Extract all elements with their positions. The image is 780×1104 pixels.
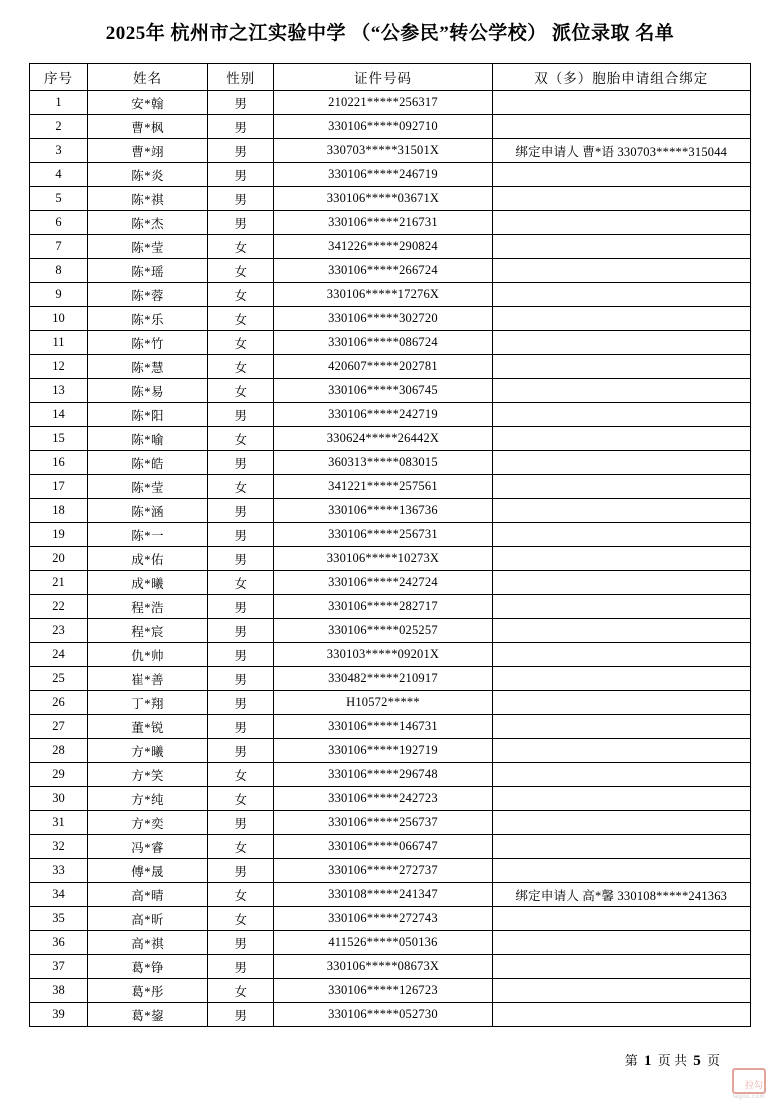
cell-id-number: 330106*****242723 <box>274 787 492 811</box>
cell-name: 方*奕 <box>88 811 208 835</box>
cell-index: 10 <box>30 307 88 331</box>
cell-sex: 男 <box>208 499 274 523</box>
table-row <box>30 379 751 403</box>
cell-id-number: 330106*****246719 <box>274 163 492 187</box>
cell-name: 葛*彤 <box>88 979 208 1003</box>
cell-index: 24 <box>30 643 88 667</box>
cell-index: 21 <box>30 571 88 595</box>
cell-index: 31 <box>30 811 88 835</box>
cell-twin-binding <box>492 235 750 259</box>
footer-total-pages: 5 <box>693 1053 701 1069</box>
table-row <box>30 235 751 259</box>
table-row <box>30 811 751 835</box>
cell-index: 18 <box>30 499 88 523</box>
cell-index: 6 <box>30 211 88 235</box>
cell-id-number: 341221*****257561 <box>274 475 492 499</box>
cell-name: 陈*祺 <box>88 187 208 211</box>
table-row <box>30 955 751 979</box>
cell-sex: 男 <box>208 91 274 115</box>
cell-id-number: 330106*****126723 <box>274 979 492 1003</box>
cell-name: 丁*翔 <box>88 691 208 715</box>
column-header-name: 姓名 <box>88 64 208 91</box>
table-row <box>30 787 751 811</box>
cell-sex: 男 <box>208 523 274 547</box>
table-row <box>30 667 751 691</box>
cell-index: 20 <box>30 547 88 571</box>
cell-index: 19 <box>30 523 88 547</box>
cell-index: 36 <box>30 931 88 955</box>
cell-id-number: 330106*****03671X <box>274 187 492 211</box>
cell-id-number: 330106*****092710 <box>274 115 492 139</box>
table-row <box>30 451 751 475</box>
cell-twin-binding <box>492 763 750 787</box>
cell-twin-binding <box>492 907 750 931</box>
table-row <box>30 523 751 547</box>
cell-name: 陈*杰 <box>88 211 208 235</box>
cell-name: 陈*皓 <box>88 451 208 475</box>
cell-sex: 女 <box>208 571 274 595</box>
cell-twin-binding <box>492 1003 750 1027</box>
cell-index: 39 <box>30 1003 88 1027</box>
cell-index: 34 <box>30 883 88 907</box>
cell-sex: 男 <box>208 403 274 427</box>
cell-index: 23 <box>30 619 88 643</box>
cell-index: 27 <box>30 715 88 739</box>
table-row <box>30 307 751 331</box>
table-row <box>30 403 751 427</box>
cell-sex: 男 <box>208 211 274 235</box>
cell-sex: 男 <box>208 115 274 139</box>
cell-name: 傅*晟 <box>88 859 208 883</box>
cell-twin-binding <box>492 931 750 955</box>
cell-id-number: 330703*****31501X <box>274 139 492 163</box>
table-row <box>30 283 751 307</box>
cell-twin-binding <box>492 211 750 235</box>
cell-index: 30 <box>30 787 88 811</box>
cell-name: 冯*睿 <box>88 835 208 859</box>
cell-sex: 女 <box>208 331 274 355</box>
cell-index: 17 <box>30 475 88 499</box>
cell-index: 33 <box>30 859 88 883</box>
table-row <box>30 691 751 715</box>
cell-twin-binding <box>492 787 750 811</box>
cell-sex: 女 <box>208 475 274 499</box>
cell-id-number: 330106*****086724 <box>274 331 492 355</box>
cell-name: 崔*善 <box>88 667 208 691</box>
cell-sex: 男 <box>208 163 274 187</box>
cell-index: 15 <box>30 427 88 451</box>
table-row <box>30 571 751 595</box>
cell-id-number: 330106*****282717 <box>274 595 492 619</box>
cell-sex: 女 <box>208 835 274 859</box>
cell-name: 高*昕 <box>88 907 208 931</box>
cell-name: 仇*帅 <box>88 643 208 667</box>
cell-id-number: 420607*****202781 <box>274 355 492 379</box>
cell-sex: 男 <box>208 451 274 475</box>
footer-prefix: 第 <box>624 1053 638 1068</box>
table-row <box>30 643 751 667</box>
cell-sex: 女 <box>208 883 274 907</box>
cell-id-number: 330106*****266724 <box>274 259 492 283</box>
table-row <box>30 595 751 619</box>
cell-name: 陈*莹 <box>88 475 208 499</box>
table-row <box>30 187 751 211</box>
page-title: 2025年 杭州市之江实验中学 （“公参民”转公学校） 派位录取 名单 <box>105 23 675 44</box>
cell-name: 方*纯 <box>88 787 208 811</box>
column-header-sex: 性别 <box>208 64 274 91</box>
cell-id-number: 330106*****242719 <box>274 403 492 427</box>
cell-twin-binding <box>492 595 750 619</box>
cell-name: 高*晴 <box>88 883 208 907</box>
cell-twin-binding <box>492 331 750 355</box>
table-row <box>30 931 751 955</box>
table-row <box>30 739 751 763</box>
cell-index: 2 <box>30 115 88 139</box>
cell-index: 26 <box>30 691 88 715</box>
cell-sex: 男 <box>208 859 274 883</box>
table-row <box>30 883 751 907</box>
table-row <box>30 979 751 1003</box>
table-row <box>30 115 751 139</box>
watermark-label: 拉勾 <box>744 1080 763 1090</box>
cell-index: 37 <box>30 955 88 979</box>
cell-index: 5 <box>30 187 88 211</box>
cell-index: 16 <box>30 451 88 475</box>
cell-sex: 女 <box>208 379 274 403</box>
column-header-index: 序号 <box>30 64 88 91</box>
cell-name: 陈*炎 <box>88 163 208 187</box>
table-row <box>30 427 751 451</box>
footer-middle: 页 共 <box>657 1053 687 1068</box>
cell-index: 35 <box>30 907 88 931</box>
table-row <box>30 907 751 931</box>
cell-name: 陈*阳 <box>88 403 208 427</box>
cell-id-number: 330106*****066747 <box>274 835 492 859</box>
cell-index: 9 <box>30 283 88 307</box>
cell-id-number: 330108*****241347 <box>274 883 492 907</box>
cell-id-number: 360313*****083015 <box>274 451 492 475</box>
cell-twin-binding <box>492 115 750 139</box>
cell-index: 12 <box>30 355 88 379</box>
cell-id-number: 341226*****290824 <box>274 235 492 259</box>
cell-id-number: 330106*****296748 <box>274 763 492 787</box>
cell-twin-binding <box>492 379 750 403</box>
table-row <box>30 835 751 859</box>
cell-sex: 男 <box>208 187 274 211</box>
cell-sex: 女 <box>208 235 274 259</box>
cell-name: 葛*铮 <box>88 955 208 979</box>
cell-id-number: 411526*****050136 <box>274 931 492 955</box>
cell-sex: 女 <box>208 355 274 379</box>
cell-twin-binding <box>492 475 750 499</box>
cell-twin-binding <box>492 403 750 427</box>
cell-name: 陈*一 <box>88 523 208 547</box>
cell-id-number: 330106*****025257 <box>274 619 492 643</box>
cell-twin-binding <box>492 259 750 283</box>
cell-name: 董*锐 <box>88 715 208 739</box>
cell-index: 11 <box>30 331 88 355</box>
table-header-row <box>30 64 751 91</box>
table-row <box>30 331 751 355</box>
cell-id-number: 330106*****10273X <box>274 547 492 571</box>
cell-id-number: 330106*****272737 <box>274 859 492 883</box>
footer-suffix: 页 <box>706 1053 720 1068</box>
cell-sex: 女 <box>208 427 274 451</box>
cell-sex: 男 <box>208 1003 274 1027</box>
cell-name: 程*宸 <box>88 619 208 643</box>
cell-id-number: 330106*****216731 <box>274 211 492 235</box>
cell-index: 3 <box>30 139 88 163</box>
cell-twin-binding <box>492 499 750 523</box>
cell-twin-binding <box>492 283 750 307</box>
cell-index: 7 <box>30 235 88 259</box>
table-row <box>30 139 751 163</box>
cell-id-number: 330106*****052730 <box>274 1003 492 1027</box>
cell-twin-binding <box>492 547 750 571</box>
table-row <box>30 763 751 787</box>
cell-twin-binding <box>492 571 750 595</box>
cell-twin-binding: 绑定申请人 高*馨 330108*****241363 <box>492 883 750 907</box>
cell-twin-binding <box>492 955 750 979</box>
cell-index: 38 <box>30 979 88 1003</box>
cell-twin-binding <box>492 691 750 715</box>
cell-twin-binding <box>492 427 750 451</box>
cell-twin-binding <box>492 811 750 835</box>
table-row <box>30 715 751 739</box>
cell-sex: 女 <box>208 907 274 931</box>
cell-name: 方*曦 <box>88 739 208 763</box>
cell-id-number: H10572***** <box>274 691 492 715</box>
cell-sex: 女 <box>208 307 274 331</box>
cell-sex: 男 <box>208 931 274 955</box>
cell-index: 14 <box>30 403 88 427</box>
cell-id-number: 330106*****17276X <box>274 283 492 307</box>
cell-index: 8 <box>30 259 88 283</box>
footer-page-number: 1 <box>643 1053 652 1069</box>
roster-table <box>29 63 751 1027</box>
cell-sex: 女 <box>208 763 274 787</box>
column-header-binding: 双（多）胞胎申请组合绑定 <box>492 64 750 91</box>
cell-twin-binding <box>492 91 750 115</box>
table-row <box>30 163 751 187</box>
cell-id-number: 330106*****272743 <box>274 907 492 931</box>
table-row <box>30 91 751 115</box>
cell-twin-binding <box>492 523 750 547</box>
table-row <box>30 475 751 499</box>
cell-sex: 女 <box>208 259 274 283</box>
cell-name: 陈*乐 <box>88 307 208 331</box>
cell-index: 25 <box>30 667 88 691</box>
cell-id-number: 330106*****08673X <box>274 955 492 979</box>
cell-twin-binding <box>492 667 750 691</box>
watermark <box>714 1054 766 1100</box>
table-header <box>30 64 751 91</box>
cell-name: 陈*竹 <box>88 331 208 355</box>
cell-name: 陈*喻 <box>88 427 208 451</box>
cell-name: 成*曦 <box>88 571 208 595</box>
cell-sex: 男 <box>208 619 274 643</box>
cell-name: 葛*鋆 <box>88 1003 208 1027</box>
cell-name: 陈*莹 <box>88 235 208 259</box>
cell-index: 22 <box>30 595 88 619</box>
cell-twin-binding <box>492 307 750 331</box>
table-row <box>30 859 751 883</box>
cell-id-number: 330106*****192719 <box>274 739 492 763</box>
cell-name: 陈*易 <box>88 379 208 403</box>
cell-id-number: 330482*****210917 <box>274 667 492 691</box>
column-header-id: 证件号码 <box>274 64 492 91</box>
cell-sex: 男 <box>208 955 274 979</box>
cell-index: 28 <box>30 739 88 763</box>
cell-name: 安*翰 <box>88 91 208 115</box>
cell-id-number: 330106*****136736 <box>274 499 492 523</box>
cell-sex: 男 <box>208 643 274 667</box>
cell-sex: 男 <box>208 811 274 835</box>
cell-id-number: 330106*****302720 <box>274 307 492 331</box>
page-footer <box>625 1050 720 1070</box>
table-row <box>30 355 751 379</box>
cell-twin-binding <box>492 859 750 883</box>
table-row <box>30 547 751 571</box>
cell-id-number: 330106*****256731 <box>274 523 492 547</box>
cell-name: 方*笑 <box>88 763 208 787</box>
cell-id-number: 330103*****09201X <box>274 643 492 667</box>
cell-index: 4 <box>30 163 88 187</box>
cell-twin-binding <box>492 187 750 211</box>
watermark-sub-label: lagou.com <box>732 1094 765 1100</box>
table-row <box>30 259 751 283</box>
cell-id-number: 330106*****146731 <box>274 715 492 739</box>
cell-sex: 女 <box>208 979 274 1003</box>
cell-id-number: 210221*****256317 <box>274 91 492 115</box>
cell-sex: 男 <box>208 691 274 715</box>
cell-sex: 男 <box>208 715 274 739</box>
table-body <box>30 91 751 1027</box>
cell-twin-binding <box>492 739 750 763</box>
cell-twin-binding <box>492 619 750 643</box>
cell-twin-binding <box>492 163 750 187</box>
cell-sex: 女 <box>208 283 274 307</box>
cell-name: 高*祺 <box>88 931 208 955</box>
cell-sex: 男 <box>208 739 274 763</box>
cell-twin-binding <box>492 355 750 379</box>
cell-index: 29 <box>30 763 88 787</box>
cell-id-number: 330106*****256737 <box>274 811 492 835</box>
cell-sex: 男 <box>208 139 274 163</box>
cell-name: 曹*枫 <box>88 115 208 139</box>
cell-id-number: 330624*****26442X <box>274 427 492 451</box>
cell-name: 陈*蓉 <box>88 283 208 307</box>
cell-name: 陈*瑶 <box>88 259 208 283</box>
table-row <box>30 619 751 643</box>
cell-twin-binding <box>492 451 750 475</box>
table-row <box>30 1003 751 1027</box>
table-row <box>30 211 751 235</box>
cell-name: 曹*翊 <box>88 139 208 163</box>
cell-sex: 女 <box>208 787 274 811</box>
cell-id-number: 330106*****242724 <box>274 571 492 595</box>
cell-index: 13 <box>30 379 88 403</box>
cell-twin-binding <box>492 715 750 739</box>
cell-id-number: 330106*****306745 <box>274 379 492 403</box>
cell-name: 陈*涵 <box>88 499 208 523</box>
cell-sex: 男 <box>208 667 274 691</box>
cell-twin-binding: 绑定申请人 曹*语 330703*****315044 <box>492 139 750 163</box>
cell-twin-binding <box>492 835 750 859</box>
table-row <box>30 499 751 523</box>
cell-sex: 男 <box>208 547 274 571</box>
cell-index: 1 <box>30 91 88 115</box>
cell-name: 陈*慧 <box>88 355 208 379</box>
cell-name: 程*浩 <box>88 595 208 619</box>
cell-twin-binding <box>492 643 750 667</box>
cell-sex: 男 <box>208 595 274 619</box>
cell-name: 成*佑 <box>88 547 208 571</box>
cell-index: 32 <box>30 835 88 859</box>
cell-twin-binding <box>492 979 750 1003</box>
